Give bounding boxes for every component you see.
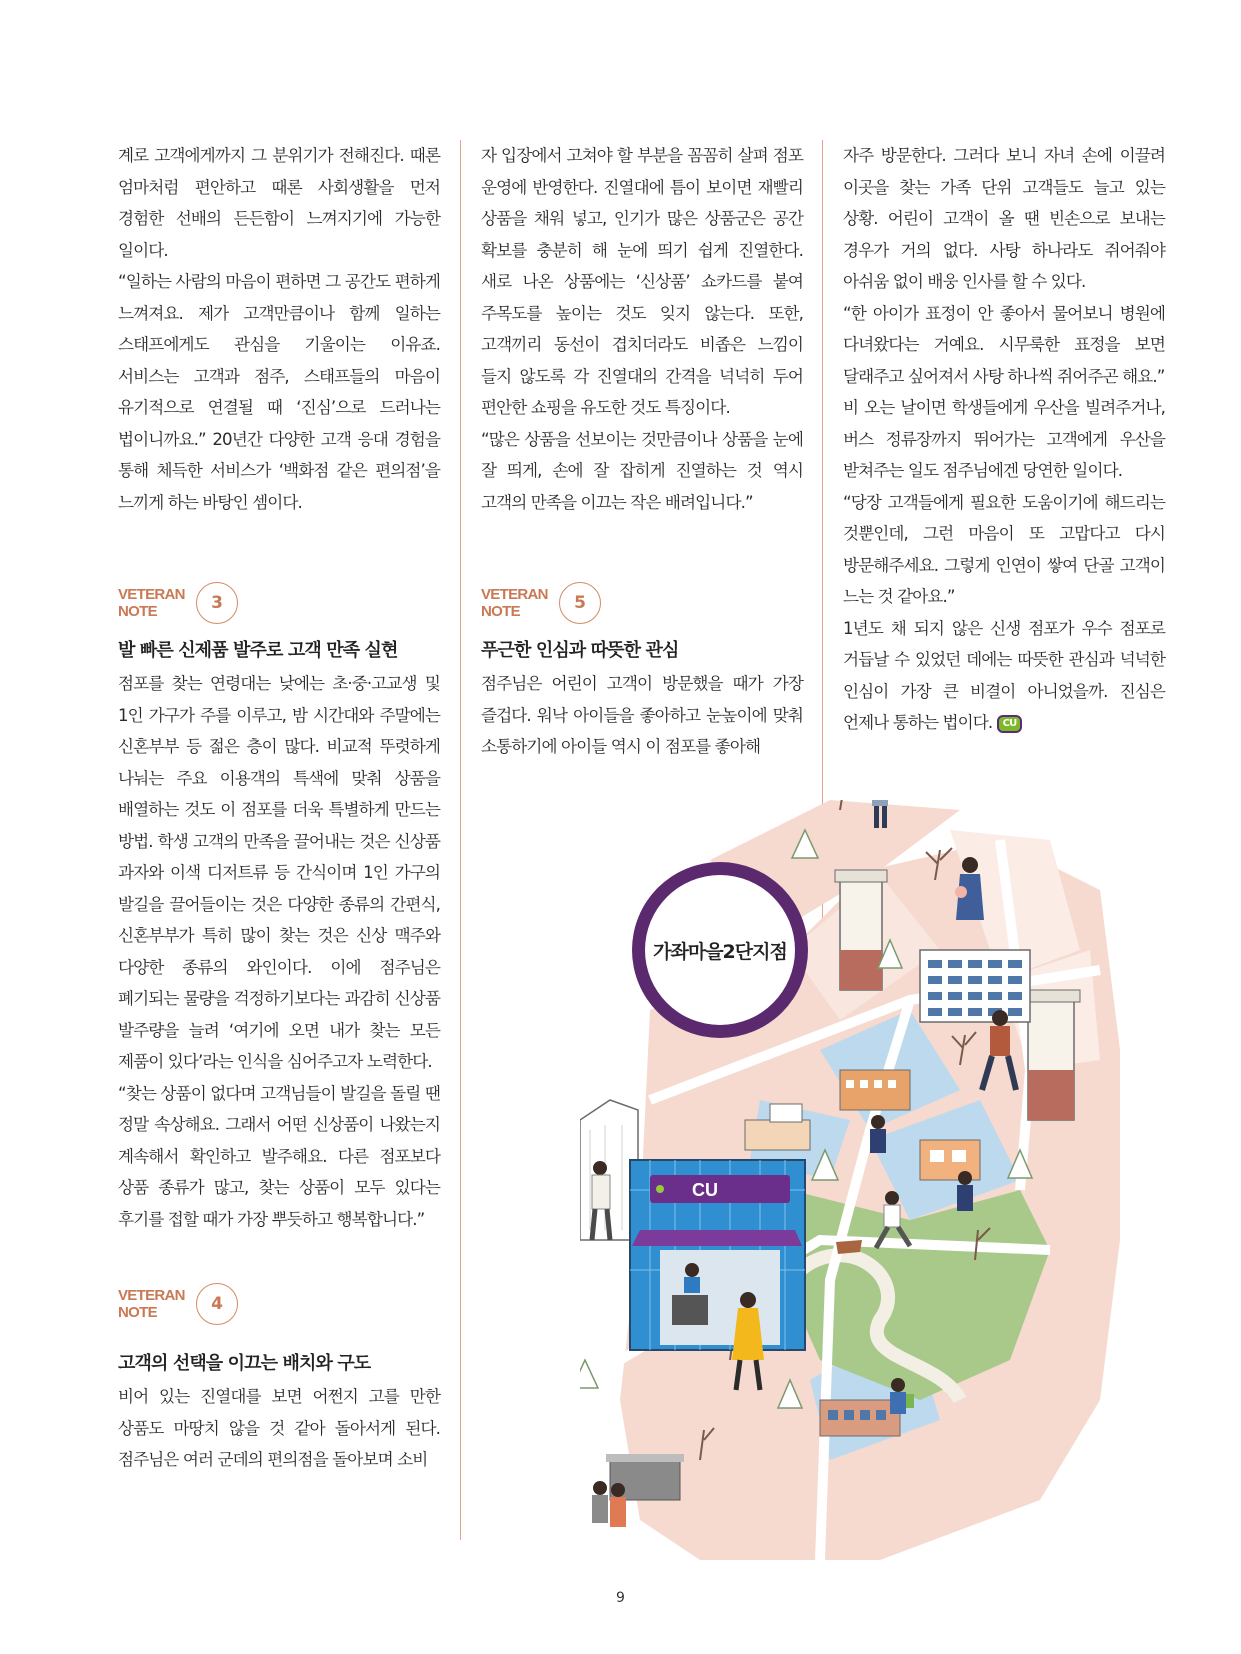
column-1 — [118, 140, 440, 1476]
note-number-badge: 3 — [196, 582, 238, 624]
veteran-note-3 — [118, 582, 440, 624]
paragraph: 비 오는 날이면 학생들에게 우산을 빌려주거나, 버스 정류장까지 뛰어가는 고객에게 우산을 받쳐주는 일도 점주님에겐 당연한 일이다. — [843, 398, 1165, 480]
veteran-note-5 — [481, 582, 803, 624]
note-word-veteran: VETERAN — [118, 586, 185, 603]
note-word-note: NOTE — [118, 1304, 157, 1321]
paragraph: 계로 고객에게까지 그 분위기가 전해진다. 때론 엄마처럼 편안하고 때론 사회생활을 먼저 경험한 선배의 든든함이 느껴지기에 가능한 일이다. — [118, 146, 440, 260]
small-shop-roof — [606, 1454, 684, 1462]
neighborhood-map-illustration — [580, 800, 1180, 1600]
office-building — [920, 950, 1030, 1022]
store-location-label: 가좌마을2단지점 — [653, 941, 787, 963]
note-number-badge: 4 — [196, 1283, 238, 1325]
section-heading: 푸근한 인심과 따뜻한 관심 — [481, 640, 679, 661]
note-word-veteran: VETERAN — [118, 1287, 185, 1304]
cu-end-mark-icon: CU — [997, 715, 1023, 733]
paragraph-quote: “한 아이가 표정이 안 좋아서 물어보니 병원에 다녀왔다는 거예요. 시무룩한 표정을 보면 달래주고 싶어져서 사탕 하나씩 쥐어주곤 해요.” — [843, 303, 1165, 386]
closing-text: 1년도 채 되지 않은 신생 점포가 우수 점포로 거듭날 수 있었던 데에는 따뜻한 관심과 넉넉한 인심이 가장 큰 비결이 아니었을까. 진심은 언제나 통하는 법이다. — [843, 618, 1165, 732]
column-divider — [460, 140, 461, 1540]
couple-walking — [592, 1481, 626, 1527]
column-3 — [843, 140, 1165, 739]
paragraph: 자주 방문한다. 그러다 보니 자녀 손에 이끌려 이곳을 찾는 가족 단위 고객들도 늘고 있는 상황. 어린이 고객이 올 땐 빈손으로 보내는 경우가 거의 없다. 사탕 하나라도 쥐어줘야 아쉬움 없이 배웅 인사를 할 수 있다. — [843, 146, 1165, 291]
paragraph: 자 입장에서 고쳐야 할 부분을 꼼꼼히 살펴 점포 운영에 반영한다. 진열대에 틈이 보이면 재빨리 상품을 채워 넣고, 인기가 많은 상품군은 공간 확보를 충분히 해 눈에 띄기 쉽게 진열한다. 새로 나온 상품에는 ‘신상품’ 쇼카드를 붙여 주목도를 높이는 것도 잊지 않는다. 또한, 고객끼리 동선이 겹치더라도 비좁은 느낌이 들지 않도록 각 진열대의 간격을 넉넉히 두어 편안한 쇼핑을 유도한 것도 특징이다. — [481, 146, 803, 417]
note-word-veteran: VETERAN — [481, 586, 548, 603]
note-word-note: NOTE — [118, 603, 157, 620]
store-sign-text: CU — [692, 1180, 718, 1200]
location-pin-icon — [632, 862, 808, 1038]
section-heading: 고객의 선택을 이끄는 배치와 구도 — [118, 1353, 371, 1374]
paragraph: 점포를 찾는 연령대는 낮에는 초·중·고교생 및 1인 가구가 주를 이루고, 밤 시간대와 주말에는 신혼부부 등 젊은 층이 많다. 비교적 뚜렷하게 나눠는 주요 이용객의 특색에 맞춰 상품을 배열하는 것도 이 점포를 더욱 특별하게 만드는 방법. 학생 고객의 만족을 끌어내는 것은 신상품 과자와 이색 디저트류 등 간식이며 1인 가구의 발길을 끌어들이는 것은 다양한 종류의 간편식, 신혼부부가 특히 많이 찾는 것은 신상 맥주와 다양한 종류의 와인이다. 이에 점주님은 폐기되는 물량을 걱정하기보다는 과감히 신상품 발주량을 늘려 ‘여기에 오면 내가 찾는 모든 제품이 있다’라는 인식을 심어주고자 노력한다. — [118, 674, 440, 1071]
veteran-note-4 — [118, 1283, 440, 1325]
store-awning — [632, 1230, 802, 1246]
note-word-note: NOTE — [481, 603, 520, 620]
paragraph-quote: “당장 고객들에게 필요한 도움이기에 해드리는 것뿐인데, 그런 마음이 또 고맙다고 다시 방문해주세요. 그렇게 인연이 쌓여 단골 고객이 느는 것 같아요.” — [843, 492, 1165, 606]
note-number-badge: 5 — [559, 582, 601, 624]
student — [870, 1115, 886, 1153]
column-2 — [481, 140, 803, 763]
paragraph-quote: “많은 상품을 선보이는 것만큼이나 상품을 눈에 잘 띄게, 손에 잘 잡히게 진열하는 것 역시 고객의 만족을 이끄는 작은 배려입니다.” — [481, 429, 803, 512]
student-right — [957, 1171, 973, 1211]
store-sign-board — [650, 1175, 790, 1203]
paragraph — [843, 613, 1165, 739]
paragraph: 점주님은 어린이 고객이 방문했을 때가 가장 즐겁다. 워낙 아이들을 좋아하고 눈높이에 맞춰 소통하기에 아이들 역시 이 점포를 좋아해 — [481, 674, 803, 756]
section-heading: 발 빠른 신제품 발주로 고객 만족 실현 — [118, 640, 398, 661]
paragraph: 비어 있는 진열대를 보면 어쩐지 고를 만한 상품도 마땅치 않을 것 같아 돌아서게 된다. 점주님은 여러 군데의 편의점을 돌아보며 소비 — [118, 1387, 440, 1469]
paragraph-quote: “일하는 사람의 마음이 편하면 그 공간도 편하게 느껴져요. 제가 고객만큼이나 함께 일하는 스태프에게도 관심을 기울이는 이유죠. 서비스는 고객과 점주, 스태프들의 마음이 유기적으로 연결될 때 ‘진심’으로 드러나는 법이니까요.” 20년간 다양한 고객 응대 경험을 통해 체득한 서비스가 ‘백화점 같은 편의점’을 느끼게 하는 바탕인 셈이다. — [118, 272, 440, 512]
page-number: 9 — [616, 1590, 625, 1606]
paragraph-quote: “찾는 상품이 없다며 고객님들이 발길을 돌릴 땐 정말 속상해요. 그래서 어떤 신상품이 나왔는지 계속해서 확인하고 발주해요. 다른 점포보다 상품 종류가 많고, 찾는 상품이 모두 있다는 후기를 접할 때가 가장 뿌듯하고 행복합니다.” — [118, 1083, 440, 1229]
